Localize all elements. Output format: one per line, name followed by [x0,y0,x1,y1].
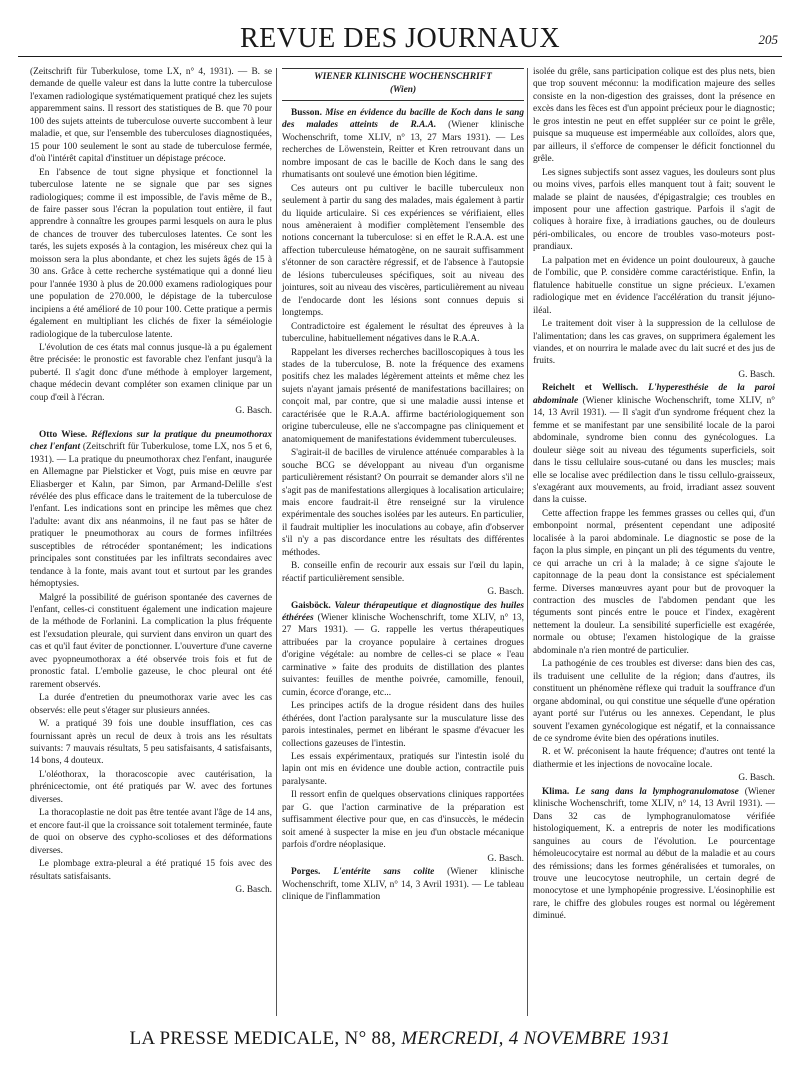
paragraph: La palpation met en évidence un point douloureux, à gauche de l'ombilic, que P. considère comme caractéristique. Enfin, la flatulence habituelle constitue un signe précieux. L'examen radiologique met en évidence l'accélération du transit jéjuno-iléal. [533,255,775,316]
paragraph: S'agirait-il de bacilles de virulence atténuée comparables à la souche BCG se développant au niveau d'un organisme particulièrement résistant? On pourrait se demander alors s'il ne s'agit pas de manifestations allergiques à localisation articulaire; mais encore faudrait-il être renseigné sur la virulence expérimentale des souches isolées par les auteurs. En particulier, il faudrait multiplier les inoculations au cobaye, afin d'observer s'il n'y a pas discordance entre les résultats des différentes méthodes. [282,448,524,558]
article-text: (Wiener klinische Wochenschrift, tome XLIV, n° 13, 27 Mars 1931). — Les recherches de Löwenstein, Reitter et Kren retrouvant dans un nombre imposant de cas le bacille de Koch dans le sang des rhumatisants ont soulevé une émotion bien légitime. [282,120,524,181]
paragraph: La thoracoplastie ne doit pas être tentée avant l'âge de 14 ans, et encore faut-il que la croissance soit totalement terminée, faute de quoi on observe des cypho-scolioses et des déformations diverses. [30,808,272,856]
article-text: (Wiener klinische Wochenschrift, tome XLIV, n° 13, 27 Mars 1931). — G. rappelle les vertus thérapeutiques attribuées par la croyance populaire à certaines drogues d'origine végétale: au nombre de celles-ci se place « l'eau carminative » faite des produits de distillation des plantes suivantes: feuilles de menthe poivrée, camomille, fenouil, cumin, écorce d'orange, etc... [282,613,524,698]
footer-date: MERCREDI, 4 NOVEMBRE 1931 [401,1028,671,1049]
signature: G. Basch. [487,587,524,598]
article-author: Klima. [542,786,570,797]
paragraph: Les principes actifs de la drogue résident dans des huiles éthérées, dont l'action paralysante sur la musculature lisse des parois intestinales, permet en libérant le spasme d'évacuer les collections gazeuses de l'intestin. [282,701,524,749]
paragraph: Malgré la possibilité de guérison spontanée des cavernes de l'enfant, celles-ci constituent également une indication majeure de la méthode de Forlanini. La complication la plus fréquente est l'exsudation pleurale, qui survient dans environ un quart des cas et qu'il faut éviter de ponctionner. L'ouverture d'une caverne avec pyopneumothorax a été observée trois fois et fut de pronostic fatal. L'embolie gazeuse, le choc pleural ont été rarement observés. [30,592,272,690]
signature: G. Basch. [487,853,524,864]
column-right [533,66,775,924]
paragraph: Le plombage extra-pleural a été pratiqué 15 fois avec des résultats satisfaisants. [30,859,272,882]
paragraph: Contradictoire est également le résultat des épreuves à la tuberculine, habituellement négatives dans le R.A.A. [282,321,524,345]
article-author: Otto Wiese. [39,429,88,440]
signature: G. Basch. [235,406,272,417]
page-footer [30,1028,770,1050]
journal-name: WIENER KLINISCHE WOCHENSCHRIFT [314,72,492,82]
footer-journal: LA PRESSE MEDICALE, [129,1028,340,1049]
paragraph: L'oléothorax, la thoracoscopie avec cautérisation, la phrénicectomie, ont été pratiqués par W. avec des fortunes diverses. [30,769,272,805]
article-heading [30,429,272,591]
article-title: Mise en évidence du bacille de Koch dans le sang des malades atteints de R.A.A. [282,107,524,131]
page-header [18,8,782,54]
paragraph: Rappelant les diverses recherches bacilloscopiques à tous les stades de la tuberculose, B. note la fréquence des examens positifs chez les malades légèrement atteints et même chez les sujets n'ayant jamais présenté de manifestations bacillaires; on conçoit mal, par contre, que si une maladie aussi intense et caractérisée que le R.A.A. affirme bactériologiquement son origine tuberculeuse, elle ne s'accompagne pas cliniquement et anatomiquement de manifestations évidemment tuberculeuses. [282,347,524,445]
column-divider [276,68,277,1016]
journal-city: (Wien) [389,85,417,96]
paragraph: Le traitement doit viser à la suppression de la cellulose de l'alimentation; dans les cas graves, on supprimera également les viandes, et on nourrira le malade avec du lait sucré et des jus de fruits. [533,319,775,367]
article-heading [282,866,524,903]
article-author: Busson. [291,107,322,118]
article-title: Valeur thérapeutique et diagnostique des huiles éthérées [282,600,524,624]
paragraph: La pathogénie de ces troubles est diverse: dans bien des cas, ils traduisent une cellulite de la région; dans d'autres, ils constituent un phénomène réflexe qui traduit la souffrance d'un organe abdominal, ou qui constitue une séquelle d'une opération ayant porté sur l'utérus ou les annexes. Cependant, le plus souvent l'examen gynécologique est négatif, et la connaissance de ce syndrome évite bien des opérations inutiles. [533,659,775,745]
paragraph: Les essais expérimentaux, pratiqués sur l'intestin isolé du lapin ont mis en évidence une double action, contractile puis paralysante. [282,752,524,787]
journal-banner [282,68,524,101]
paragraph: Ces auteurs ont pu cultiver le bacille tuberculeux non seulement à partir du sang des malades, mais également à partir du liquide articulaire. Si ces expériences se vérifiaient, elles nous amèneraient à modifier complètement l'ensemble des notions concernant la tuberculose: si en effet le R.A.A. est une affection tuberculeuse hématogène, on ne saurait suffisamment s'étonner de son caractère régressif, et de l'absence à l'autopsie de lésions tuberculeuses spécifiques, soit au niveau des jointures, soit au niveau des viscères, particulièrement au niveau de l'endocarde dont les lésions sont connues depuis si longtemps. [282,183,524,319]
header-rule [18,56,782,57]
article-author: Reichelt et Wellisch. [542,383,639,394]
paragraph: W. a pratiqué 39 fois une double insufflation, ces cas fournissant après un recul de deux à trois ans les résultats suivants: 7 mauvais résultats, 5 peu satisfaisants, 4 satisfaisants, 14 bons, 4 douteux. [30,719,272,767]
article-heading [282,600,524,700]
article-title: L'entérite sans colite [333,867,435,878]
article-text: (Wiener klinische Wochenschrift, tome XLIV, n° 14, 13 Avril 1931). — Il s'agit d'un syndrome fréquent chez la femme et se manifestant par une sensibilité locale de la paroi abdominale, syndrome bien connu des gynécologues. La douleur siège soit au niveau des téguments superficiels, soit dans le tissu cellulaire sous-cutané ou dans les muscles; mais elle se localise avec prédilection dans le tissu cellulo-graisseux, s'exagérant aux mouvements, au froid, irradiant assez souvent dans la cuisse. [533,395,775,506]
article-text: (Wiener klinische Wochenschrift, tome XLIV, n° 14, 13 Avril 1931). — Dans 32 cas de lymphogranulomatose vérifiée histologiquement, K. a entrepris de noter les modifications sanguines au cours de l'évolution. Le pourcentage hémoleucocytaire est normal au début de la maladie et au cours des rémissions; dans les formes généralisées et tumorales, on trouve une leucocytose neutrophile, un certain degré de monocytose et une lymphopénie progressive. L'éosinophilie est rare, le chiffre des globules rouges est normal ou légèrement diminué. [533,786,775,922]
paragraph: isolée du grêle, sans participation colique est des plus nets, bien que trop souvent méconnu: la modification majeure des selles consiste en la non-digestion des graisses, dont la présence en excès dans les fèces est d'un appoint précieux pour le diagnostic; le gros intestin ne peut en effet suppléer sur ce point le grêle, puisque sa muqueuse est imperméable aux colloïdes, alors que, par ailleurs, il s'efforce de compenser le déficit fonctionnel du grêle. [533,67,775,165]
running-title: REVUE DES JOURNAUX [239,23,561,54]
article-author: Porges. [291,867,321,878]
footer-issue: N° 88, [344,1028,397,1049]
paragraph: Les signes subjectifs sont assez vagues, les douleurs sont plus ou moins vives, parfois elles manquent tout à fait; souvent le malade se plaint de nausées, d'épigastralgie; ces troubles en imposent pour une affection gastrique. Parfois il s'agit de coliques à horaire fixe, à irradiations gauches, ou de douleurs péri-ombilicales, ou encore de troubles vaso-moteurs post-prandiaux. [533,167,775,253]
paragraph: R. et W. préconisent la haute fréquence; d'autres ont tenté la diathermie et les injections de novocaïne locale. [533,747,775,770]
article-heading [533,786,775,923]
paragraph: La durée d'entretien du pneumothorax varie avec les cas observés: elle peut s'étager sur plusieurs années. [30,693,272,716]
column-middle [282,66,524,904]
signature: G. Basch. [738,773,775,784]
column-left [30,66,272,897]
article-text: (Wiener klinische Wochenschrift, tome XLIV, n° 14, 3 Avril 1931). — Le tableau clinique de l'inflammation [282,867,524,902]
paragraph: B. conseille enfin de recourir aux essais sur l'œil du lapin, réactif particulièrement sensible. [282,561,524,584]
article-text: (Zeitschrift für Tuberkulose, tome LX, nos 5 et 6, 1931). — La pratique du pneumothorax chez l'enfant, inaugurée en Allemagne par Pielsticker et Vogt, puis mise en œuvre par Eliasberger et Kalın, par Simon, par Armand-Delille s'est révélée des plus efficace dans le traitement de la tuberculose de l'enfant. Les indications sont en principe les mêmes que chez l'adulte: avant dix ans néanmoins, il ne faut pas se hâter de pratiquer le pneumothorax au cours de formes infiltrées susceptibles de rétrocéder spontanément; les indications principales sont constituées par les infiltrats secondaires avec tendance à la fonte, mais avant tout et surtout par les grandes hémoptysies. [30,442,272,590]
column-divider [527,68,528,1016]
paragraph: (Zeitschrift für Tuberkulose, tome LX, n° 4, 1931). — B. se demande de quelle valeur est dans la lutte contre la tuberculose l'examen radiologique systématiquement pratiqué chez les sujets apparemment sains. Il ressort des statistiques de B. que 70 pour 100 des sujets atteints de tuberculose ouverte succombent à leur maladie, et que, sur l'ensemble des tuberculoses diagnostiquées, 15 pour 100 seulement le sont au stade de tuberculose fermée, d'où l'intérêt capital d'instituer un dépistage précoce. [30,67,272,165]
article-title: Le sang dans la lymphogranulomatose [575,786,739,797]
paragraph: Cette affection frappe les femmes grasses ou celles qui, d'un embonpoint normal, présentent cependant une adiposité localisée à la paroi abdominale. Le diagnostic se pose de la façon la plus simple, en pinçant un pli des téguments du ventre, ce qui arrache un cri à la malade; à ce signe s'ajoute le capitonnage de la peau dont la consistance est spécialement ferme. Diverses manœuvres ayant pour but de provoquer la contraction des muscles de l'abdomen pendant que les téguments sont pincés entre le pouce et l'index, exagèrent nettement la douleur. La sensibilité superficielle est exagérée, normale ou obtuse; l'examen histologique de la graisse abdominale n'a rien montré de particulier. [533,508,775,656]
paragraph: En l'absence de tout signe physique et fonctionnel la tuberculose latente ne se signale que par ses signes radiologiques; comme il est impossible, de l'avis même de B., de faire passer sous l'écran la population tout entière, il faut apprendre à connaître les groupes parmi lesquels on aura le plus de chances de trouver des tuberculoses latentes. Ce sont les tarés, les sujets exposés à la contagion, les miséreux chez qui la moisson sera la plus abondante, et chez les sujets âgés de 15 à 30 ans. Grâce à cette recherche systématique qui a donné lieu pour l'année 1930 à plus de 20.000 examens radiologiques pour une population de 270.000, le dépistage de la tuberculose incipiens a été amélioré de 10 pour 100. Cette pratique a permis également en multipliant les clichés de fixer la séméiologie radiologique de la tuberculose latente. [30,167,272,340]
signature: G. Basch. [235,885,272,895]
page-number: 205 [758,32,778,47]
paragraph: Il ressort enfin de quelques observations cliniques rapportées par G. que l'action carminative de la préparation est suffisamment élective pour que, en cas d'insuccès, le médecin soit amené à suspecter la mise en jeu d'un obstacle mécanique parfois d'ordre néoplasique. [282,790,524,851]
signature: G. Basch. [738,369,775,380]
article-author: Gaisböck. [291,600,331,611]
article-heading [533,382,775,507]
paragraph: L'évolution de ces états mal connus jusque-là a pu également être précisée: le pronostic est favorable chez l'enfant jusqu'à la puberté. Il s'agit donc d'une méthode à employer largement, chaque médecin devant compléter son examen clinique par un coup d'œil à l'écran. [30,342,272,403]
article-heading [282,107,524,182]
article-title: L'hyperesthésie de la paroi abdominale [533,383,776,406]
article-title: Réflexions sur la pratique du pneumothorax chez l'enfant [30,429,273,453]
